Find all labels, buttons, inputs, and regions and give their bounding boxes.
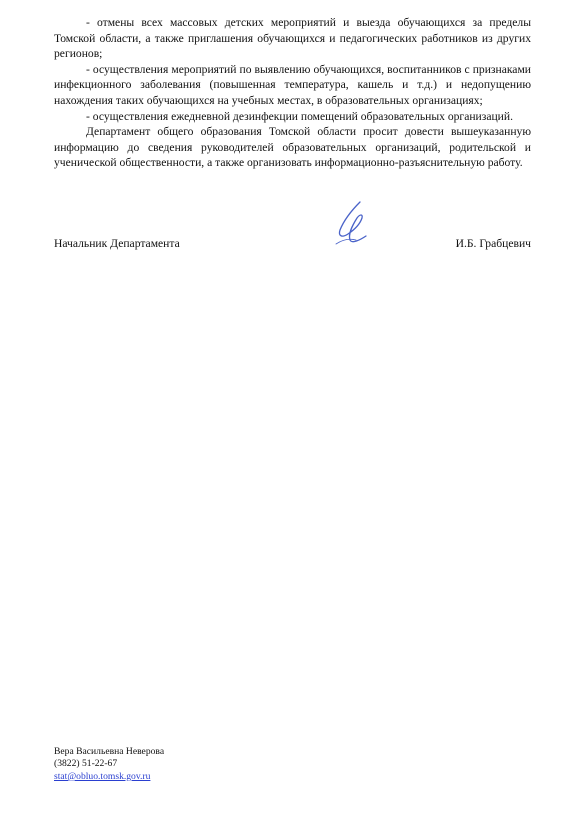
contact-phone: (3822) 51-22-67	[54, 758, 118, 770]
paragraph-disinfection: - осуществления ежедневной дезинфекции помещений образовательных организаций.	[86, 109, 513, 123]
contact-person: Вера Васильевна Неверова	[54, 746, 165, 757]
paragraph-cancel-events: - отмены всех массовых детских мероприятий и выезда обучающихся за пределы Томской области, а также приглашения обучающихся и педагогических работников из других регионов;	[54, 16, 531, 61]
contact-block	[54, 746, 164, 783]
letter-body	[54, 15, 531, 171]
signatory-position: Начальник Департамента	[54, 237, 180, 250]
contact-email-link[interactable]: stat@obluo.tomsk.gov.ru	[54, 770, 151, 782]
signatory-name: И.Б. Грабцевич	[455, 237, 531, 250]
paragraph-request: Департамент общего образования Томской области просит довести вышеуказанную информацию до сведения руководителей образовательных организаций, родительской и ученической общественности, а также организовать информационно-разъяснительную работу.	[54, 125, 531, 170]
signature-block	[54, 236, 531, 254]
paragraph-detect-illness: - осуществления мероприятий по выявлению обучающихся, воспитанников с признаками инфекционного заболевания (повышенная температура, кашель и т.д.) и недопущению нахождения таких обучающихся на учебных местах, в образовательных организациях;	[54, 62, 531, 107]
